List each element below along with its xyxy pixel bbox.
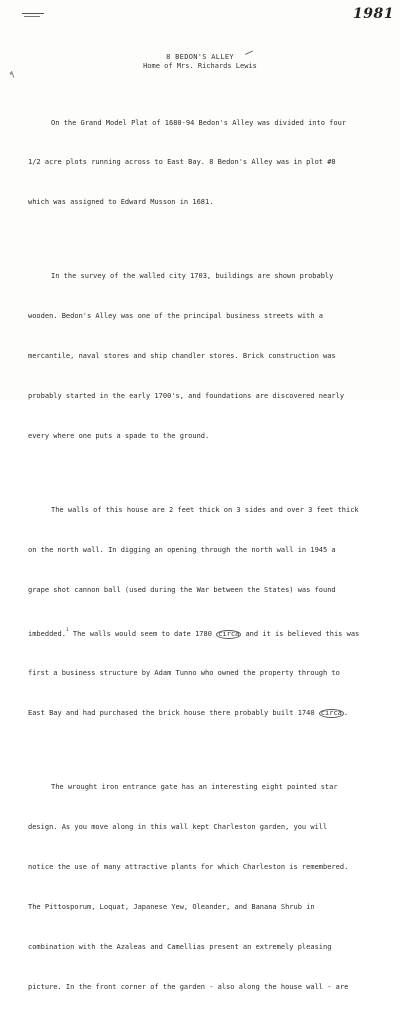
text-line [28, 707, 378, 720]
document-header [0, 53, 400, 71]
text-line: first a business structure by Adam Tunno who owned the property through to [28, 669, 340, 678]
text-line: design. As you move along in this wall kept Charleston garden, you will [28, 823, 328, 832]
paragraph-4 [28, 755, 378, 1021]
text-fragment: The walls would seem to date 1780 [68, 629, 217, 638]
paragraph-3 [28, 477, 378, 747]
text-line: probably started in the early 1700's, and foundations are discovered nearly [28, 392, 345, 401]
text-line: mercantile, naval stores and ship chandler stores. Brick construction was [28, 352, 336, 361]
text-line: notice the use of many attractive plants for which Charleston is remembered. [28, 863, 349, 872]
document-title: 8 BEDON'S ALLEY [166, 53, 234, 61]
text-line: which was assigned to Edward Musson in 1681. [28, 198, 214, 207]
text-fragment: and it is believed this was [241, 629, 360, 638]
document-subtitle: Home of Mrs. Richards Lewis [143, 62, 257, 70]
text-line: wooden. Bedon's Alley was one of the principal business streets with a [28, 312, 324, 321]
text-line: The walls of this house are 2 feet thick on 3 sides and over 3 feet thick [51, 505, 359, 514]
paragraph-2 [28, 244, 378, 470]
paragraph-1 [28, 90, 378, 236]
text-line: In the survey of the walled city 1703, buildings are shown probably [51, 272, 334, 281]
document-body [28, 90, 378, 1028]
circled-word: circa [320, 709, 342, 718]
text-line: picture. In the front corner of the garden - also along the house wall - are [28, 982, 349, 991]
text-line: every where one puts a spade to the ground. [28, 431, 210, 440]
text-line: On the Grand Model Plat of 1680-94 Bedon's Alley was divided into four [51, 118, 347, 127]
text-line: 1/2 acre plots running across to East Bay. 8 Bedon's Alley was in plot #8 [28, 158, 336, 167]
text-line: The Pittosporum, Loquat, Japanese Yew, Oleander, and Banana Shrub in [28, 903, 315, 912]
text-line: on the north wall. In digging an opening through the north wall in 1945 a [28, 545, 336, 554]
corner-pen-mark [22, 13, 44, 14]
text-fragment: imbedded. [28, 629, 66, 638]
text-fragment: . [343, 709, 349, 718]
text-fragment: East Bay and had purchased the brick house there probably built 1740 [28, 709, 319, 718]
text-line: grape shot cannon ball (used during the War between the States) was found [28, 585, 336, 594]
footnote-marker: 1 [65, 627, 69, 633]
text-line [28, 624, 378, 641]
circled-word: circa [218, 629, 240, 638]
handwritten-year: 1981 [353, 6, 394, 22]
text-line: The wrought iron entrance gate has an interesting eight pointed star [51, 783, 338, 792]
text-line: combination with the Azaleas and Camellias present an extremely pleasing [28, 942, 332, 951]
